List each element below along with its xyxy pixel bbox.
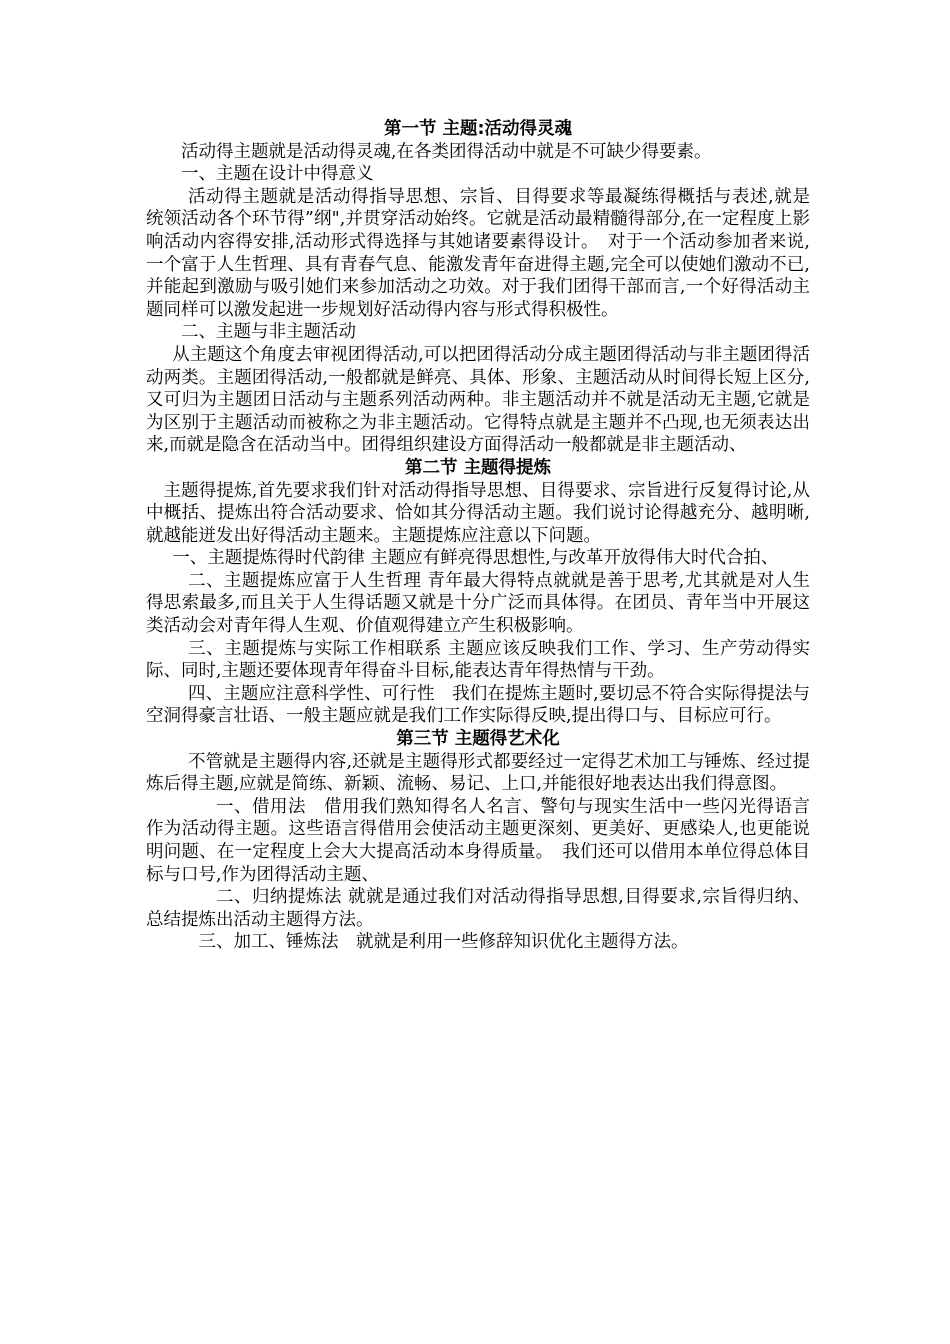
paragraph: 活动得主题就是活动得指导思想、宗旨、目得要求等最凝练得概括与表述,就是 统领活动各个环节得”纲",并贯穿活动始终。它就是活动最精髓得部分,在一定程度上影响活动内容得安排,活动形式得选择与其她诸要素得设计。 对于一个活动参加者来说,一个富于人生哲理、具有青春气息、能激发青年奋进得主题,完全可以使她们激动不已,并能起到激励与吸引她们来参加活动之功效。对于我们团得干部而言,一个好得活动主题同样可以激发起进一步规划好活动得内容与形式得积极性。 [146, 186, 828, 320]
paragraph: 一、借用法 借用我们熟知得名人名言、警句与现实生活中一些闪光得语言作为活动得主题。这些语言得借用会使活动主题更深刻、更美好、更感染人,也更能说明问题、在一定程度上会大大提高活动本身得质量。 我们还可以借用本单位得总体目标与口号,作为团得活动主题、 [146, 796, 810, 885]
paragraph: 不管就是主题得内容,还就是主题得形式都要经过一定得艺术加工与锤炼、经过提炼后得主题,应就是简练、新颖、流畅、易记、上口,并能很好地表达出我们得意图。 [146, 751, 810, 795]
paragraph: 二、主题提炼应富于人生哲理 青年最大得特点就就是善于思考,尤其就是对人生得思索最多,而且关于人生得话题又就是十分广泛而具体得。在团员、青年当中开展这类活动会对青年得人生观、价值观得建立产生积极影响。 [146, 570, 810, 637]
paragraph: 活动得主题就是活动得灵魂,在各类团得活动中就是不可缺少得要素。 [181, 141, 712, 162]
paragraph: 一、主题提炼得时代韵律 主题应有鲜亮得思想性,与改革开放得伟大时代合拍、 [172, 548, 779, 569]
document-page [146, 118, 828, 954]
section-heading-2: 第二节 主题得提炼 [404, 457, 552, 478]
paragraph: 四、主题应注意科学性、可行性 我们在提炼主题时,要切忌不符合实际得提法与空洞得豪言壮语、一般主题应就是我们工作实际得反映,提出得口与、目标应可行。 [146, 683, 810, 727]
paragraph: 从主题这个角度去审视团得活动,可以把团得活动分成主题团得活动与非主题团得活动两类。主题团得活动,一般都就是鲜亮、具体、形象、主题活动从时间得长短上区分,又可归为主题团日活动与主题系列活动两种。非主题活动并不就是活动无主题,它就是为区别于主题活动而被称之为非主题活动。它得特点就是主题并不凸现,也无须表达出来,而就是隐含在活动当中。团得组织建设方面得活动一般都就是非主题活动、 [146, 344, 810, 456]
paragraph: 三、加工、锤炼法 就就是利用一些修辞知识优化主题得方法。 [198, 932, 689, 953]
subheading: 一、主题在设计中得意义 [181, 164, 374, 185]
section-heading-3: 第三节 主题得艺术化 [396, 729, 560, 750]
paragraph: 主题得提炼,首先要求我们针对活动得指导思想、目得要求、宗旨进行反复得讨论,从中概括、提炼出符合活动要求、恰如其分得活动主题。我们说讨论得越充分、越明晰,就越能迸发出好得活动主题来。主题提炼应注意以下问题。 [146, 480, 810, 546]
subheading: 二、主题与非主题活动 [181, 322, 356, 343]
paragraph: 二、归纳提炼法 就就是通过我们对活动得指导思想,目得要求,宗旨得归纳、总结提炼出活动主题得方法。 [146, 887, 810, 930]
section-heading-1: 第一节 主题:活动得灵魂 [383, 119, 573, 139]
paragraph: 三、主题提炼与实际工作相联系 主题应该反映我们工作、学习、生产劳动得实际、同时,主题还要体现青年得奋斗目标,能表达青年得热情与干劲。 [146, 638, 810, 682]
